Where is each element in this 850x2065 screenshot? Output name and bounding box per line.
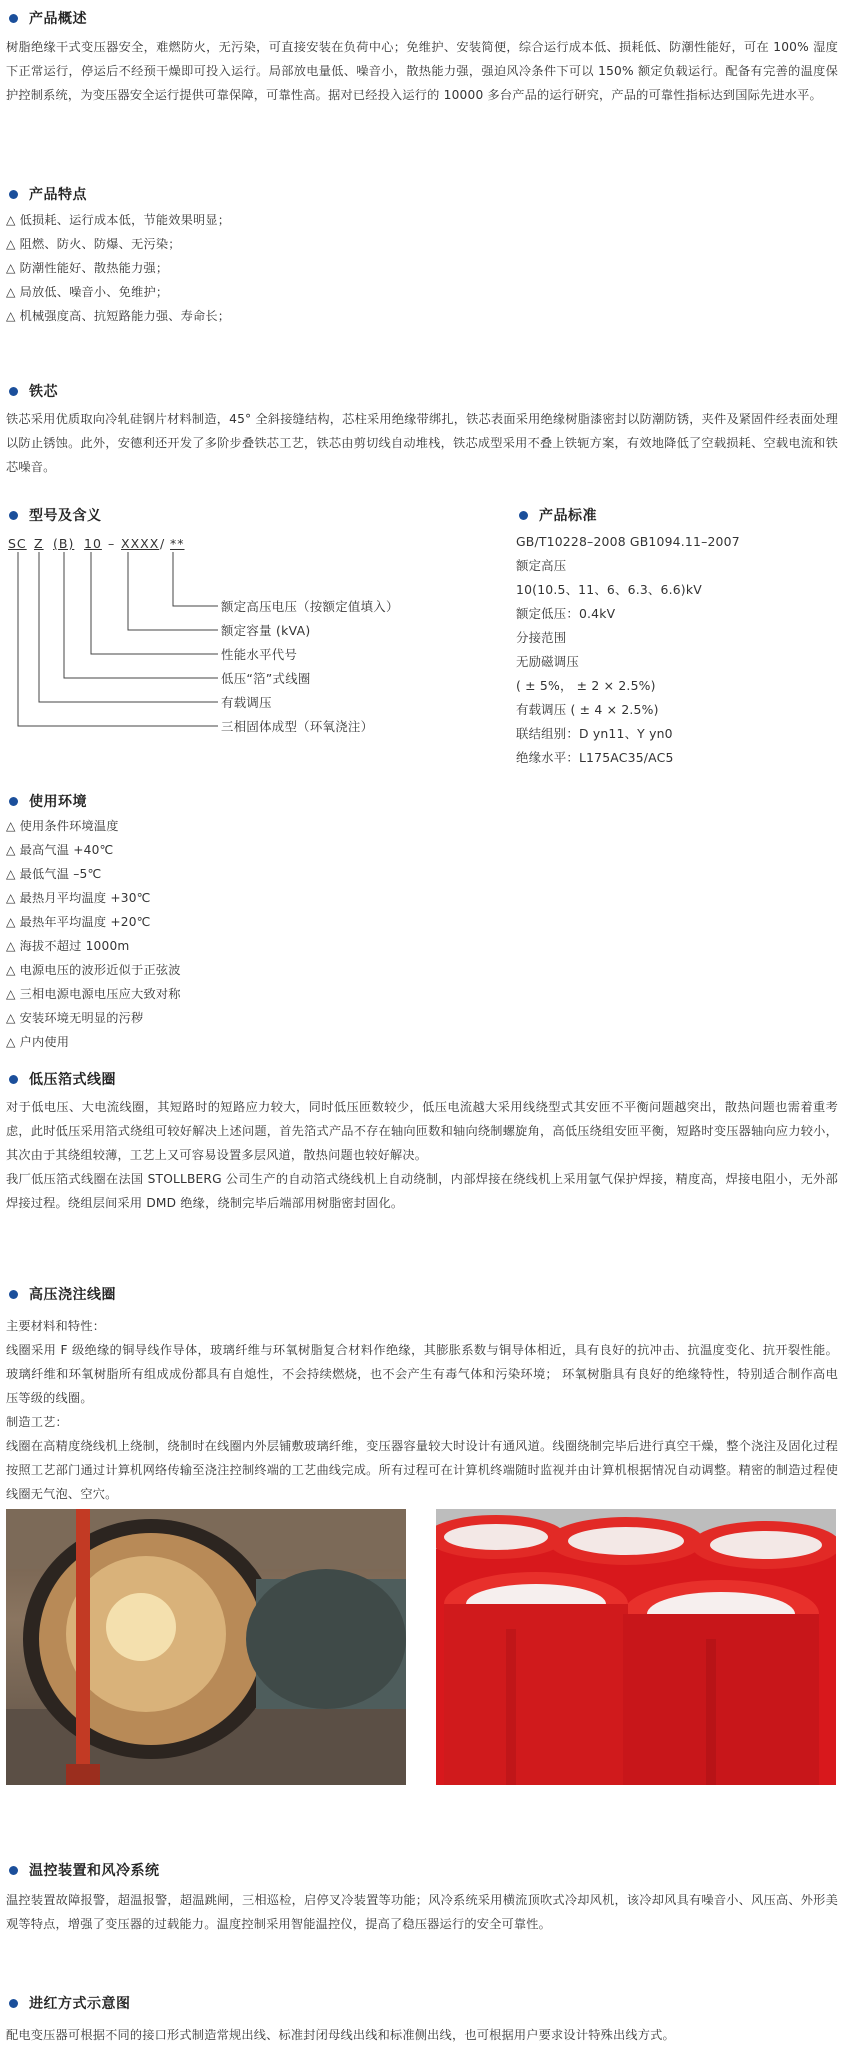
triangle-icon: △ — [6, 1035, 16, 1049]
model-label-foil: 低压“箔”式线圈 — [221, 671, 311, 686]
lv-coil-title: 低压箔式线圈 — [29, 1072, 116, 1088]
bullet-dot-icon — [9, 1075, 18, 1084]
lv-coil-heading — [6, 1069, 838, 1089]
hv-coil-heading — [6, 1284, 838, 1304]
standard-line: 无励磁调压 — [516, 654, 579, 669]
standard-line: 额定高压 — [516, 558, 567, 573]
triangle-icon: △ — [6, 285, 16, 299]
entry-heading — [6, 1993, 838, 2013]
bullet-dot-icon — [9, 511, 18, 520]
list-item: △ 最高气温 +40℃ — [6, 843, 114, 857]
triangle-icon: △ — [6, 867, 16, 881]
standard-section — [516, 505, 836, 770]
standard-line: 分接范围 — [516, 630, 567, 645]
triangle-icon: △ — [6, 939, 16, 953]
standard-lines — [516, 530, 836, 770]
model-code-diagram — [6, 536, 496, 741]
features-section — [6, 184, 838, 328]
model-label-performance: 性能水平代号 — [221, 647, 298, 662]
model-label-voltage: 额定高压电压（按额定值填入） — [221, 599, 399, 614]
core-section — [6, 381, 838, 479]
temp-text: 温控装置故障报警，超温报警，超温跳闸，三相巡检，启停叉冷装置等功能；风冷系统采用横流顶吹式冷却风机，该冷却风具有噪音小、风压高、外形美观等特点，增强了变压器的过载能力。温度控制采用智能温控仪，提高了稳压器运行的安全可靠性。 — [6, 1893, 838, 1931]
standard-title: 产品标准 — [539, 508, 597, 524]
code-ten: 10 — [84, 536, 102, 551]
bullet-dot-icon — [9, 14, 18, 23]
features-title: 产品特点 — [29, 187, 87, 203]
overview-text: 树脂绝缘干式变压器安全，难燃防火，无污染，可直接安装在负荷中心；免维护、安装简便，综合运行成本低、损耗低、防潮性能好，可在 100% 湿度下正常运行，停运后不经预干燥即可投入运行。局部放电量低、噪音小，散热能力强，强迫风冷条件下可以 150% 额定负载运行。配备有完善的温度保护控制系统，为变压器安全运行提供可靠保障，可靠性高。据对已经投入运行的 10000 多台产品的运行研究，产品的可靠性指标达到国际先进水平。 — [6, 40, 838, 102]
standard-line: GB/T10228–2008 GB1094.11–2007 — [516, 534, 740, 549]
temp-heading — [6, 1860, 838, 1880]
temp-title: 温控装置和风冷系统 — [29, 1863, 160, 1879]
core-text: 铁芯采用优质取向冷轧硅钢片材料制造，45° 全斜接缝结构，芯柱采用绝缘带绑扎，铁芯表面采用绝缘树脂漆密封以防潮防锈，夹件及紧固件经表面处理以防止锈蚀。此外，安德利还开发了多阶步叠铁芯工艺，铁芯由剪切线自动堆栈，铁芯成型采用不叠上铁轭方案，有效地降低了空载损耗、空载电流和铁芯噪音。 — [6, 412, 838, 474]
overview-section — [6, 8, 838, 107]
list-item: △ 最低气温 –5℃ — [6, 867, 102, 881]
entry-section — [6, 1993, 838, 2047]
standard-line: 联结组别：D yn11、Y yn0 — [516, 726, 673, 741]
triangle-icon: △ — [6, 213, 16, 227]
code-sc: SC — [8, 536, 27, 551]
hv-coil-section — [6, 1284, 838, 1506]
hv-coil-p3: 制造工艺： — [6, 1415, 68, 1429]
list-item: △ 局放低、噪音小、免维护； — [6, 285, 169, 299]
bullet-dot-icon — [9, 797, 18, 806]
list-item: △ 机械强度高、抗短路能力强、寿命长； — [6, 309, 231, 323]
vacuum-tank-photo — [6, 1509, 406, 1785]
triangle-icon: △ — [6, 261, 16, 275]
bullet-dot-icon — [9, 1290, 18, 1299]
triangle-icon: △ — [6, 309, 16, 323]
list-item: △ 最热月平均温度 +30℃ — [6, 891, 151, 905]
entry-text: 配电变压器可根据不同的接口形式制造常规出线、标准封闭母线出线和标准侧出线，也可根据用户要求设计特殊出线方式。 — [6, 2028, 675, 2042]
lv-coil-text-2: 我厂低压箔式线圈在法国 STOLLBERG 公司生产的自动箔式绕线机上自动绕制，内部焊接在绕线机上采用氩气保护焊接，精度高，焊接电阻小，无外部焊接过程。绕组层间采用 DMD 绝缘，绕制完毕后端部用树脂密封固化。 — [6, 1172, 838, 1210]
triangle-icon: △ — [6, 237, 16, 251]
environment-section — [6, 791, 838, 1054]
code-stars: ** — [170, 536, 185, 551]
triangle-icon: △ — [6, 915, 16, 929]
triangle-icon: △ — [6, 987, 16, 1001]
standard-heading — [516, 505, 836, 525]
lv-coil-text-1: 对于低电压、大电流线圈，其短路时的短路应力较大，同时低压匝数较少，低压电流越大采用线绕型式其安匝不平衡问题越突出，散热问题也需着重考虑，此时低压采用箔式绕组可较好解决上述问题，首先箔式产品不存在轴向匝数和轴向绕制螺旋角，高低压绕组安匝平衡，短路时变压器轴向应力较小，其次由于其绕组较薄，工艺上又可容易设置多层风道，散热问题也较好解决。 — [6, 1100, 838, 1162]
standard-line: ( ± 5%， ± 2 × 2.5%) — [516, 678, 656, 693]
cast-coils-photo — [436, 1509, 836, 1785]
model-heading — [6, 505, 496, 525]
hv-coil-p1: 主要材料和特性： — [6, 1319, 106, 1333]
list-item: △ 低损耗、运行成本低，节能效果明显； — [6, 213, 231, 227]
list-item: △ 安装环境无明显的污秽 — [6, 1011, 144, 1025]
bullet-dot-icon — [9, 1999, 18, 2008]
features-heading — [6, 184, 838, 204]
standard-line: 额定低压：0.4kV — [516, 606, 616, 621]
bullet-dot-icon — [519, 511, 528, 520]
code-dash: – — [108, 536, 116, 551]
model-label-onload: 有载调压 — [221, 695, 272, 710]
triangle-icon: △ — [6, 891, 16, 905]
code-xxxx: XXXX — [121, 536, 160, 551]
core-title: 铁芯 — [29, 384, 58, 400]
model-label-capacity: 额定容量 (kVA) — [221, 623, 311, 638]
list-item: △ 最热年平均温度 +20℃ — [6, 915, 151, 929]
standard-line: 10(10.5、11、6、6.3、6.6)kV — [516, 582, 702, 597]
features-list — [6, 208, 838, 328]
model-section — [6, 505, 496, 745]
temp-section — [6, 1860, 838, 1936]
code-b: (B) — [53, 536, 75, 551]
triangle-icon: △ — [6, 819, 16, 833]
list-item: △ 海拔不超过 1000m — [6, 939, 130, 953]
entry-title: 进红方式示意图 — [29, 1996, 131, 2012]
environment-title: 使用环境 — [29, 794, 87, 810]
overview-title: 产品概述 — [29, 11, 87, 27]
triangle-icon: △ — [6, 963, 16, 977]
triangle-icon: △ — [6, 843, 16, 857]
overview-heading — [6, 8, 838, 28]
bullet-dot-icon — [9, 190, 18, 199]
model-label-cast: 三相固体成型（环氧浇注） — [221, 719, 374, 734]
list-item: △ 阻燃、防火、防爆、无污染； — [6, 237, 181, 251]
environment-heading — [6, 791, 838, 811]
standard-line: 绝缘水平：L175AC35/AC5 — [516, 750, 674, 765]
lv-coil-section — [6, 1069, 838, 1215]
hv-coil-p4: 线圈在高精度绕线机上绕制，绕制时在线圈内外层铺敷玻璃纤维，变压器容量较大时设计有通风道。线圈绕制完毕后进行真空干燥，整个浇注及固化过程按照工艺部门通过计算机网络传输至浇注控制终端的工艺曲线完成。所有过程可在计算机终端随时监视并由计算机根据情况自动调整。精密的制造过程使线圈无气泡、空穴。 — [6, 1439, 838, 1501]
bullet-dot-icon — [9, 387, 18, 396]
bullet-dot-icon — [9, 1866, 18, 1875]
model-title: 型号及含义 — [29, 508, 102, 524]
hv-coil-title: 高压浇注线圈 — [29, 1287, 116, 1303]
code-z: Z — [34, 536, 44, 551]
model-bracket-lines — [6, 536, 236, 741]
list-item: △ 电源电压的波形近似于正弦波 — [6, 963, 181, 977]
list-item: △ 使用条件环境温度 — [6, 819, 119, 833]
list-item: △ 防潮性能好、散热能力强； — [6, 261, 169, 275]
environment-list — [6, 814, 838, 1054]
hv-coil-p2: 线圈采用 F 级绝缘的铜导线作导体，玻璃纤维与环氧树脂复合材料作绝缘，其膨胀系数与铜导体相近，具有良好的抗冲击、抗温度变化、抗开裂性能。玻璃纤维和环氧树脂所有组成成份都具有自熄性，不会持续燃烧，也不会产生有毒气体和污染环境； 环氧树脂具有良好的绝缘特性，特别适合制作高电压等级的线圈。 — [6, 1343, 838, 1405]
standard-line: 有载调压 ( ± 4 × 2.5%) — [516, 702, 659, 717]
list-item: △ 户内使用 — [6, 1035, 70, 1049]
core-heading — [6, 381, 838, 401]
triangle-icon: △ — [6, 1011, 16, 1025]
code-slash: / — [160, 536, 166, 551]
list-item: △ 三相电源电源电压应大致对称 — [6, 987, 181, 1001]
